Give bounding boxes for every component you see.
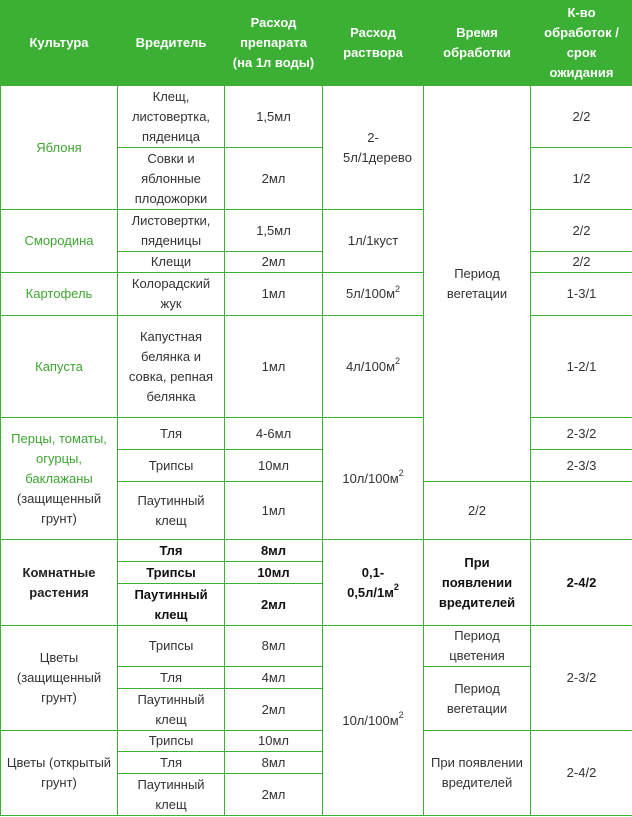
superscript-2: 2 (398, 710, 404, 721)
pest-cell: Трипсы (118, 731, 225, 752)
pest-cell: Трипсы (118, 450, 225, 482)
count-cell: 2-3/2 (531, 418, 632, 450)
table-row (1, 316, 632, 418)
dose-cell: 1,5мл (225, 210, 323, 252)
crop-potato: Картофель (1, 273, 118, 316)
table-row (1, 418, 632, 450)
pest-cell: Тля (118, 752, 225, 774)
crop-currant: Смородина (1, 210, 118, 273)
pest-cell: Паутинный клещ (118, 689, 225, 731)
dose-cell: 2мл (225, 689, 323, 731)
table-row (1, 86, 632, 148)
superscript-2: 2 (395, 356, 401, 367)
count-cell: 1-3/1 (531, 273, 632, 316)
header-crop: Культура (1, 1, 118, 86)
solution-cell (323, 418, 424, 540)
solution-flowers: 10л/100м (342, 712, 399, 728)
time-flowers-open: При появлении вредителей (424, 731, 531, 816)
pest-cell: Паутинный клещ (118, 584, 225, 626)
count-cell: 1/2 (531, 148, 632, 210)
dose-cell: 8мл (225, 540, 323, 562)
pest-cell: Трипсы (118, 562, 225, 584)
pest-cell: Паутинный клещ (118, 482, 225, 540)
dose-cell: 2мл (225, 774, 323, 816)
crop-apple: Яблоня (1, 86, 118, 210)
dose-cell: 2мл (225, 252, 323, 273)
crop-flowers-protected: Цветы (защищенный грунт) (1, 626, 118, 731)
pest-cell: Капустная белянка и совка, репная белянка (118, 316, 225, 418)
table-row (1, 273, 632, 316)
header-dose: Расход препарата (на 1л воды) (225, 1, 323, 86)
count-indoor: 2-4/2 (531, 540, 632, 626)
crop-flowers-open: Цветы (открытый грунт) (1, 731, 118, 816)
table-row (1, 731, 632, 752)
superscript-2: 2 (395, 283, 401, 294)
pest-cell: Трипсы (118, 626, 225, 667)
solution-indoor: 0,1-0,5л/1м (347, 564, 394, 600)
header-solution: Расход раствора (323, 1, 424, 86)
count-flowers-protected: 2-3/2 (531, 626, 632, 731)
dose-cell: 10мл (225, 450, 323, 482)
time-vegetation: Период вегетации (424, 86, 531, 482)
superscript-2: 2 (398, 468, 404, 479)
crop-peppers-name: Перцы, томаты, огурцы, баклажаны (11, 430, 107, 486)
pest-cell: Совки и яблонные плодожорки (118, 148, 225, 210)
header-count: К-во обработок / срок ожидания (531, 1, 632, 86)
dose-cell: 2мл (225, 148, 323, 210)
pest-cell: Колорадский жук (118, 273, 225, 316)
solution-cell (323, 86, 424, 210)
dose-cell: 10мл (225, 731, 323, 752)
solution-peppers: 10л/100м (342, 470, 399, 486)
pest-cell: Клещи (118, 252, 225, 273)
pest-cell: Паутинный клещ (118, 774, 225, 816)
pest-cell: Тля (118, 540, 225, 562)
dose-cell: 4-6мл (225, 418, 323, 450)
solution-currant: 1л/1куст (323, 210, 424, 273)
solution-cell (323, 316, 424, 418)
solution-potato: 5л/100м (345, 286, 396, 301)
pest-cell: Листовертки, пяденицы (118, 210, 225, 252)
dose-cell: 1,5мл (225, 86, 323, 148)
count-cell: 2/2 (531, 210, 632, 252)
header-pest: Вредитель (118, 1, 225, 86)
time-flowering: Период цветения (424, 626, 531, 667)
pest-cell: Тля (118, 667, 225, 689)
header-row (1, 1, 632, 86)
dose-cell: 1мл (225, 316, 323, 418)
solution-cabbage: 4л/100м (345, 358, 396, 374)
dose-cell: 8мл (225, 626, 323, 667)
solution-indoor-wrap (343, 563, 403, 603)
solution-cell (323, 540, 424, 626)
time-indoor: При появлении вредителей (424, 540, 531, 626)
table-row (1, 626, 632, 667)
crop-peppers (1, 418, 118, 540)
count-cell: 2/2 (424, 482, 531, 540)
time-vegetation-flowers: Период вегетации (424, 667, 531, 731)
dose-cell: 10мл (225, 562, 323, 584)
count-cell: 2/2 (531, 86, 632, 148)
table-row (1, 540, 632, 562)
superscript-2: 2 (393, 582, 399, 593)
solution-cell (323, 273, 424, 316)
pest-cell: Тля (118, 418, 225, 450)
count-cell: 1-2/1 (531, 316, 632, 418)
dose-cell: 4мл (225, 667, 323, 689)
table-row (1, 210, 632, 252)
header-time: Время обработки (424, 1, 531, 86)
solution-apple: 2-5л/1дерево (343, 129, 412, 165)
dose-cell: 2мл (225, 584, 323, 626)
crop-indoor: Комнатные растения (1, 540, 118, 626)
pest-cell: Клещ, листовертка, пяденица (118, 86, 225, 148)
count-cell: 2-3/3 (531, 450, 632, 482)
crop-peppers-note: (защищенный грунт) (16, 490, 102, 526)
count-cell: 2/2 (531, 252, 632, 273)
crop-cabbage: Капуста (1, 316, 118, 418)
dose-cell: 1мл (225, 482, 323, 540)
count-flowers-open: 2-4/2 (531, 731, 632, 816)
dose-cell: 8мл (225, 752, 323, 774)
solution-cell (323, 626, 424, 816)
dose-cell: 1мл (225, 273, 323, 316)
